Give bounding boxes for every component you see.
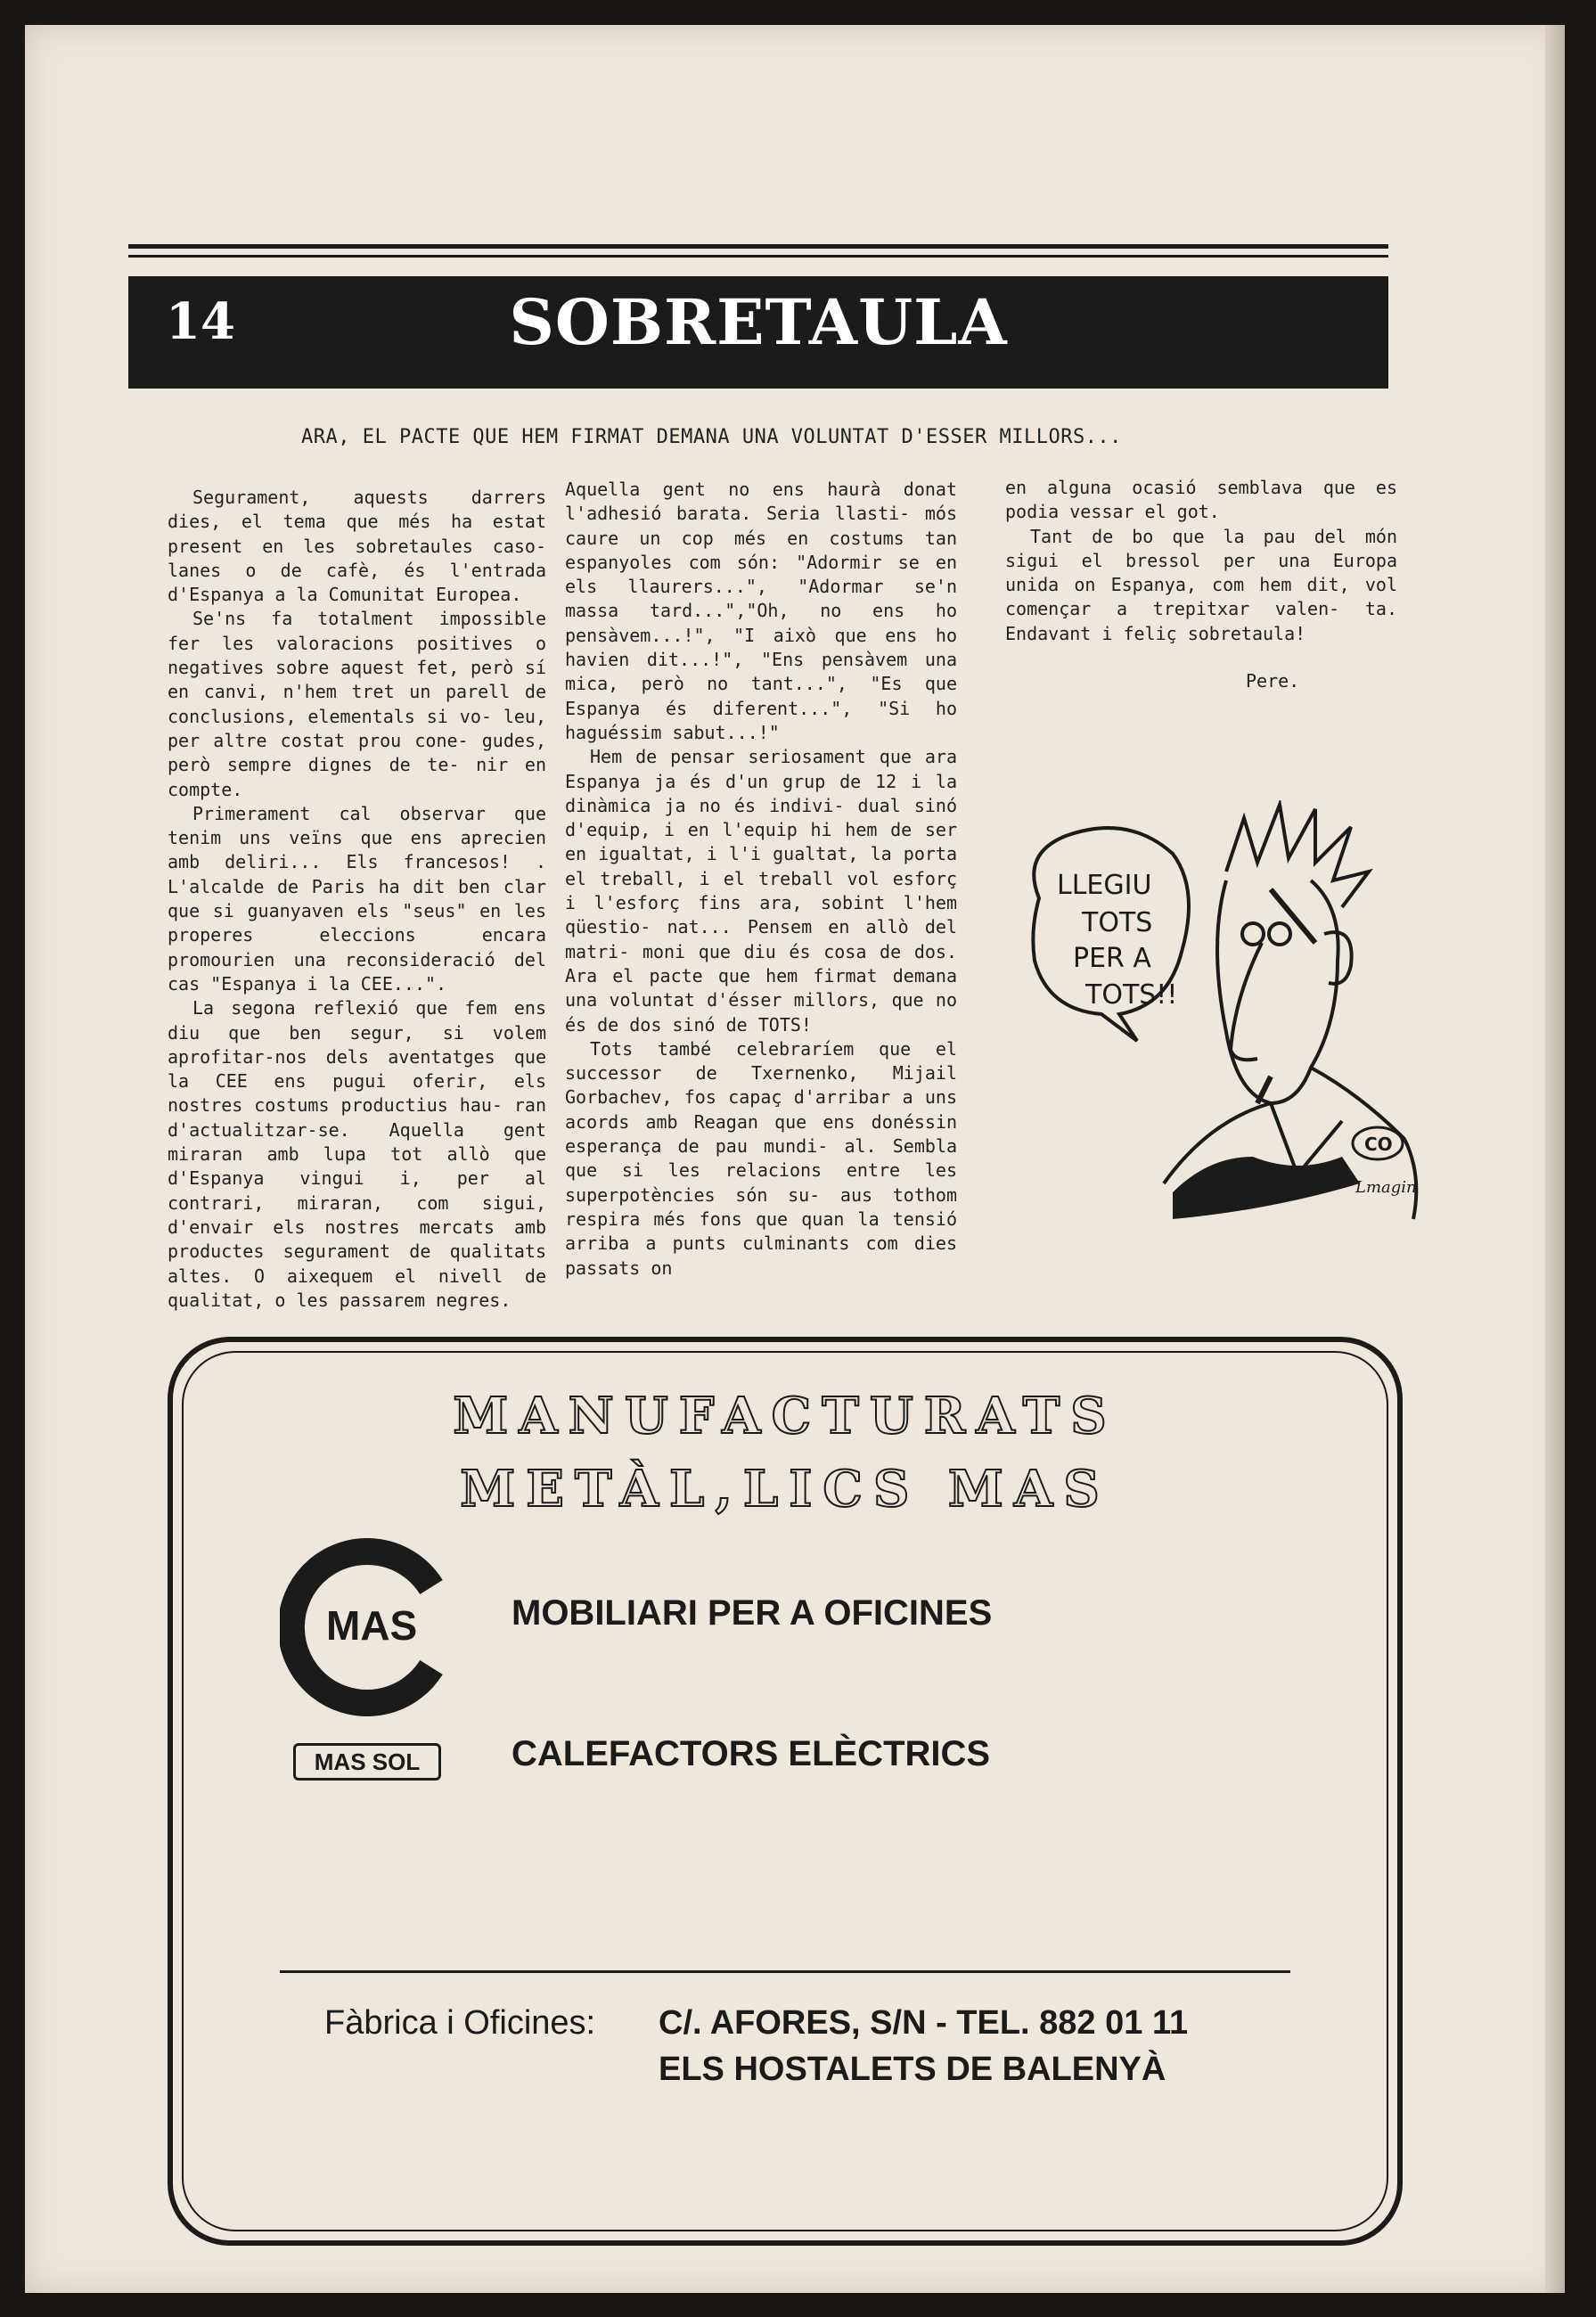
- glasses-right: [1269, 923, 1290, 945]
- paragraph: en alguna ocasió semblava que es podia vessar el got.: [1005, 477, 1397, 523]
- header-rule-thin: [128, 255, 1388, 258]
- header-rule-top: [128, 244, 1388, 249]
- ad-footer-label: Fàbrica i Oficines:: [324, 2004, 596, 2042]
- mas-logo: [280, 1538, 458, 1716]
- paragraph: Se'ns fa totalment impossible fer les valoracions positives o negatives sobre aquest fet, però sí en canvi, n'hem tret un parell de conclusions, elementals si vo- leu, per altre costat prou cone- gudes, però sempre dignes de te- nir en compte.: [168, 608, 546, 800]
- section-title: SOBRETAULA: [509, 285, 1008, 359]
- article-signature: Pere.: [1246, 670, 1300, 692]
- article-headline: ARA, EL PACTE QUE HEM FIRMAT DEMANA UNA VOLUNTAT D'ESSER MILLORS...: [301, 426, 1122, 448]
- head-outline: [1217, 880, 1338, 1103]
- cartoon-illustration: [1003, 800, 1431, 1246]
- paragraph: Segurament, aquests darrers dies, el tema que més ha estat present en les sobretaules caso- lanes o de cafè, és l'entrada d'Espanya a la Comunitat Europea.: [168, 487, 546, 606]
- jacket-shadow: [1173, 1157, 1360, 1219]
- speech-line: TOTS: [1082, 907, 1153, 938]
- nose: [1231, 943, 1262, 1060]
- ad-title-line1: MANUFACTURATS: [453, 1387, 1117, 1445]
- pencil: [1271, 889, 1315, 943]
- article-column-3: [1005, 476, 1397, 646]
- mas-sol-logo: MAS SOL: [293, 1743, 441, 1781]
- section-header: [128, 241, 1388, 392]
- article-column-2: [565, 478, 957, 1281]
- glasses-left: [1242, 923, 1264, 945]
- ad-product-line2: CALEFACTORS ELÈCTRICS: [512, 1734, 991, 1773]
- magazine-page: [25, 25, 1565, 2293]
- hair: [1226, 805, 1369, 907]
- ad-divider: [280, 1970, 1290, 1973]
- page-number: 14: [166, 292, 235, 351]
- logo-text: MAS: [326, 1602, 418, 1649]
- page-spine: [1545, 25, 1565, 2293]
- paragraph: Primerament cal observar que tenim uns veïns que ens aprecien amb deliri... Els francesos! . L'alcalde de Paris ha dit ben clar que si guanyaven els "seus" en les properes eleccions encara promourien una reconsideració del cas "Espanya i la CEE...".: [168, 802, 546, 995]
- ad-footer-town: ELS HOSTALETS DE BALENYÀ: [659, 2051, 1166, 2088]
- speech-line: TOTS!!: [1085, 979, 1178, 1011]
- paragraph: La segona reflexió que fem ens diu que ben segur, si volem aprofitar-nos dels aventatges que la CEE ens pugui oferir, els nostres costums productius hau- ran d'actualitzar-se. Aquella gent miraran amb lupa tot allò que d'Espanya vingui i, per al contrari, miraran, com sigui, d'envair els nostres mercats amb productes segurament de qualitats altes. O aixequem el nivell de qualitat, o les passarem negres.: [168, 997, 546, 1311]
- ad-product-line1: MOBILIARI PER A OFICINES: [512, 1593, 993, 1633]
- article-column-1: [168, 486, 546, 1313]
- ad-footer-address: C/. AFORES, S/N - TEL. 882 01 11: [659, 2004, 1189, 2042]
- paragraph: Tots també celebraríem que el successor de Txernenko, Mijail Gorbachev, fos capaç d'arribar a uns acords amb Reagan que ens donéssin esperança de pau mundi- al. Sembla que si les relacions entre les superpotències són su- aus tothom respira més fons que quan la tensió arriba a punts culminants com dies passats on: [565, 1037, 957, 1279]
- artist-signature: Lmagin: [1355, 1178, 1417, 1197]
- speech-line: PER A: [1073, 943, 1151, 974]
- ad-title-line2: METÀL,LICS MAS: [460, 1460, 1110, 1519]
- paragraph: Aquella gent no ens haurà donat l'adhesió barata. Seria llasti- mós caure un cop més en costums tan espanyoles com són: "Adormir se en els llaurers...", "Adormar se'n massa tard...","Oh, no ens ho pensàvem...!", "I això que ens ho havien dit...!", "Ens pensàvem una mica, però no tant...", "Es que Espanya és diferent...", "Si ho haguéssim sabut...!": [565, 479, 957, 743]
- paragraph: Hem de pensar seriosament que ara Espanya ja és d'un grup de 12 i la dinàmica ja no és indivi- dual sinó d'equip, i en l'equip hi hem de ser en igualtat, i l'i gualtat, la porta el treball, i el treball vol esforç i l'esforç fins ara, sobint l'hem qüestio- nat... Pensem en allò del matri- moni que diu és cosa de dos. Ara el pacte que hem firmat demana una voluntat d'ésser millors, que no és de dos sinó de TOTS!: [565, 746, 957, 1036]
- speech-line: LLEGIU: [1057, 870, 1152, 901]
- badge-text: CO: [1364, 1134, 1393, 1155]
- advertisement: [168, 1337, 1403, 2246]
- paragraph: Tant de bo que la pau del món sigui el bressol per una Europa unida on Espanya, com hem dit, vol començar a trepitxar valen- ta. Endavant i feliç sobretaula!: [1005, 525, 1397, 644]
